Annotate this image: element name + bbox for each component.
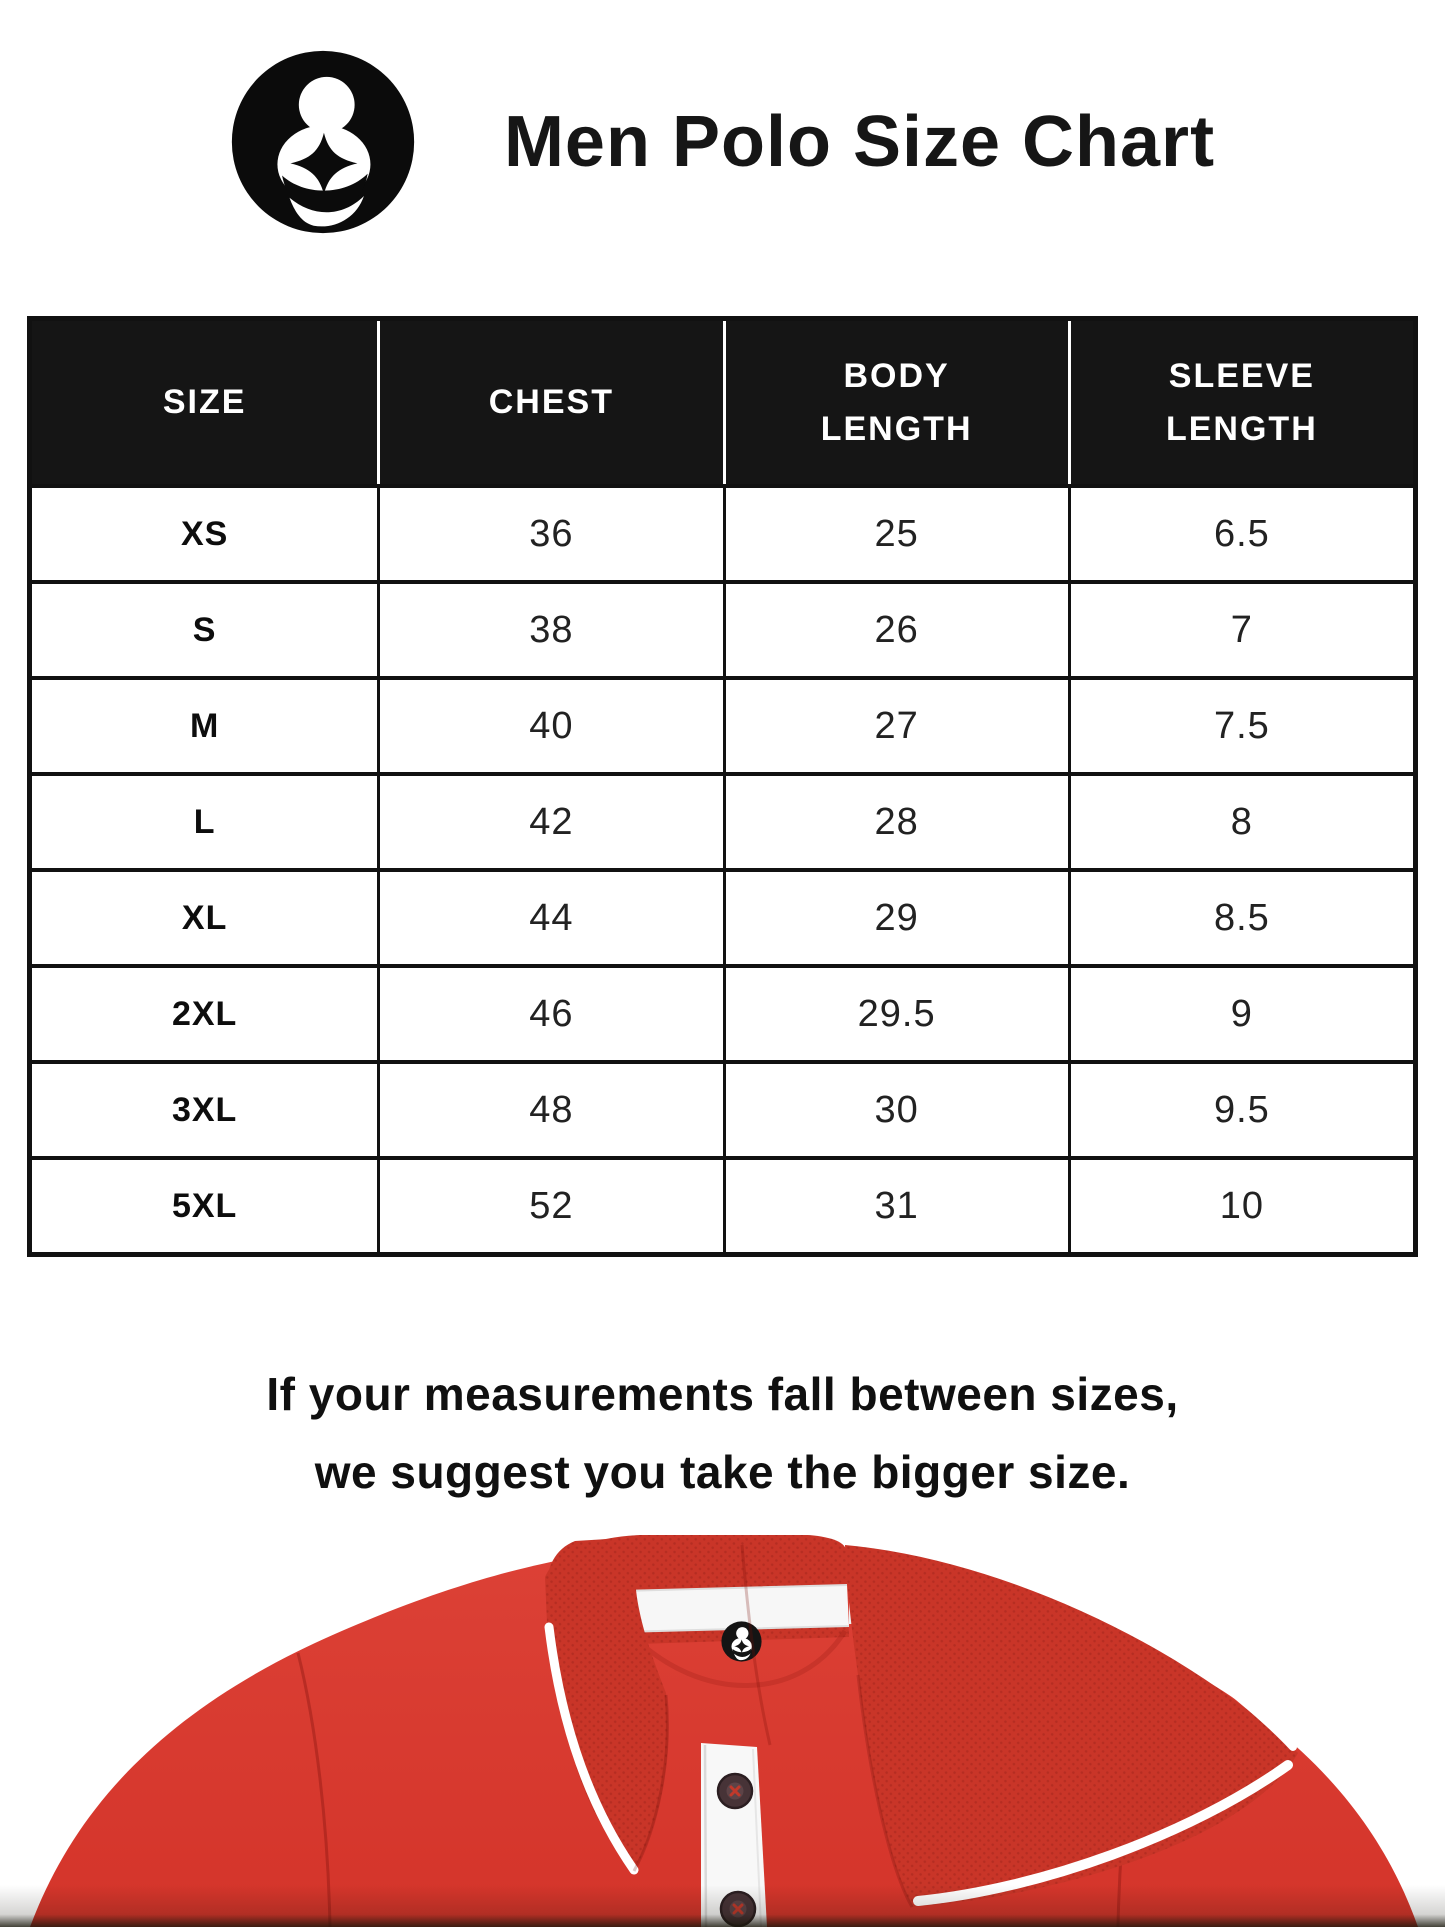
chest-cell: 36 xyxy=(377,484,722,580)
size-cell: XL xyxy=(32,868,377,964)
body-length-cell: 30 xyxy=(723,1060,1068,1156)
size-chart-table xyxy=(27,316,1418,1257)
size-chart-section xyxy=(27,316,1418,1257)
sleeve-length-cell: 10 xyxy=(1068,1156,1413,1252)
chest-cell: 52 xyxy=(377,1156,722,1252)
chest-cell: 42 xyxy=(377,772,722,868)
table-row xyxy=(32,868,1413,964)
body-length-cell: 25 xyxy=(723,484,1068,580)
photo-bottom-fade xyxy=(0,1885,1445,1927)
chest-cell: 48 xyxy=(377,1060,722,1156)
body-length-cell: 28 xyxy=(723,772,1068,868)
chest-cell: 44 xyxy=(377,868,722,964)
table-row xyxy=(32,580,1413,676)
page-header xyxy=(0,0,1445,238)
column-header-size: SIZE xyxy=(32,321,377,484)
sleeve-length-cell: 8 xyxy=(1068,772,1413,868)
body-length-cell: 29.5 xyxy=(723,964,1068,1060)
size-cell: S xyxy=(32,580,377,676)
sizing-note xyxy=(0,1355,1445,1511)
table-row xyxy=(32,1060,1413,1156)
size-cell: 2XL xyxy=(32,964,377,1060)
table-row xyxy=(32,676,1413,772)
size-cell: 5XL xyxy=(32,1156,377,1252)
sleeve-length-cell: 6.5 xyxy=(1068,484,1413,580)
size-cell: 3XL xyxy=(32,1060,377,1156)
chest-cell: 46 xyxy=(377,964,722,1060)
table-header-row xyxy=(32,321,1413,484)
column-header-chest: CHEST xyxy=(377,321,722,484)
polo-shirt-photo xyxy=(0,1535,1445,1927)
sleeve-length-cell: 7 xyxy=(1068,580,1413,676)
sleeve-length-cell: 8.5 xyxy=(1068,868,1413,964)
table-row xyxy=(32,964,1413,1060)
chest-cell: 40 xyxy=(377,676,722,772)
size-cell: L xyxy=(32,772,377,868)
sleeve-length-cell: 9.5 xyxy=(1068,1060,1413,1156)
brand-logo-icon xyxy=(230,49,416,235)
body-length-cell: 31 xyxy=(723,1156,1068,1252)
table-row xyxy=(32,484,1413,580)
body-length-cell: 29 xyxy=(723,868,1068,964)
table-row xyxy=(32,1156,1413,1252)
size-cell: M xyxy=(32,676,377,772)
body-length-cell: 27 xyxy=(723,676,1068,772)
body-length-cell: 26 xyxy=(723,580,1068,676)
sizing-note-line1: If your measurements fall between sizes, xyxy=(266,1368,1179,1420)
chest-cell: 38 xyxy=(377,580,722,676)
column-header-body-length: BODY LENGTH xyxy=(723,321,1068,484)
size-cell: XS xyxy=(32,484,377,580)
sleeve-length-cell: 9 xyxy=(1068,964,1413,1060)
table-row xyxy=(32,772,1413,868)
page-title: Men Polo Size Chart xyxy=(503,102,1216,182)
sizing-note-line2: we suggest you take the bigger size. xyxy=(314,1446,1131,1498)
polo-button-top xyxy=(718,1774,752,1808)
sleeve-length-cell: 7.5 xyxy=(1068,676,1413,772)
column-header-sleeve-length: SLEEVE LENGTH xyxy=(1068,321,1413,484)
